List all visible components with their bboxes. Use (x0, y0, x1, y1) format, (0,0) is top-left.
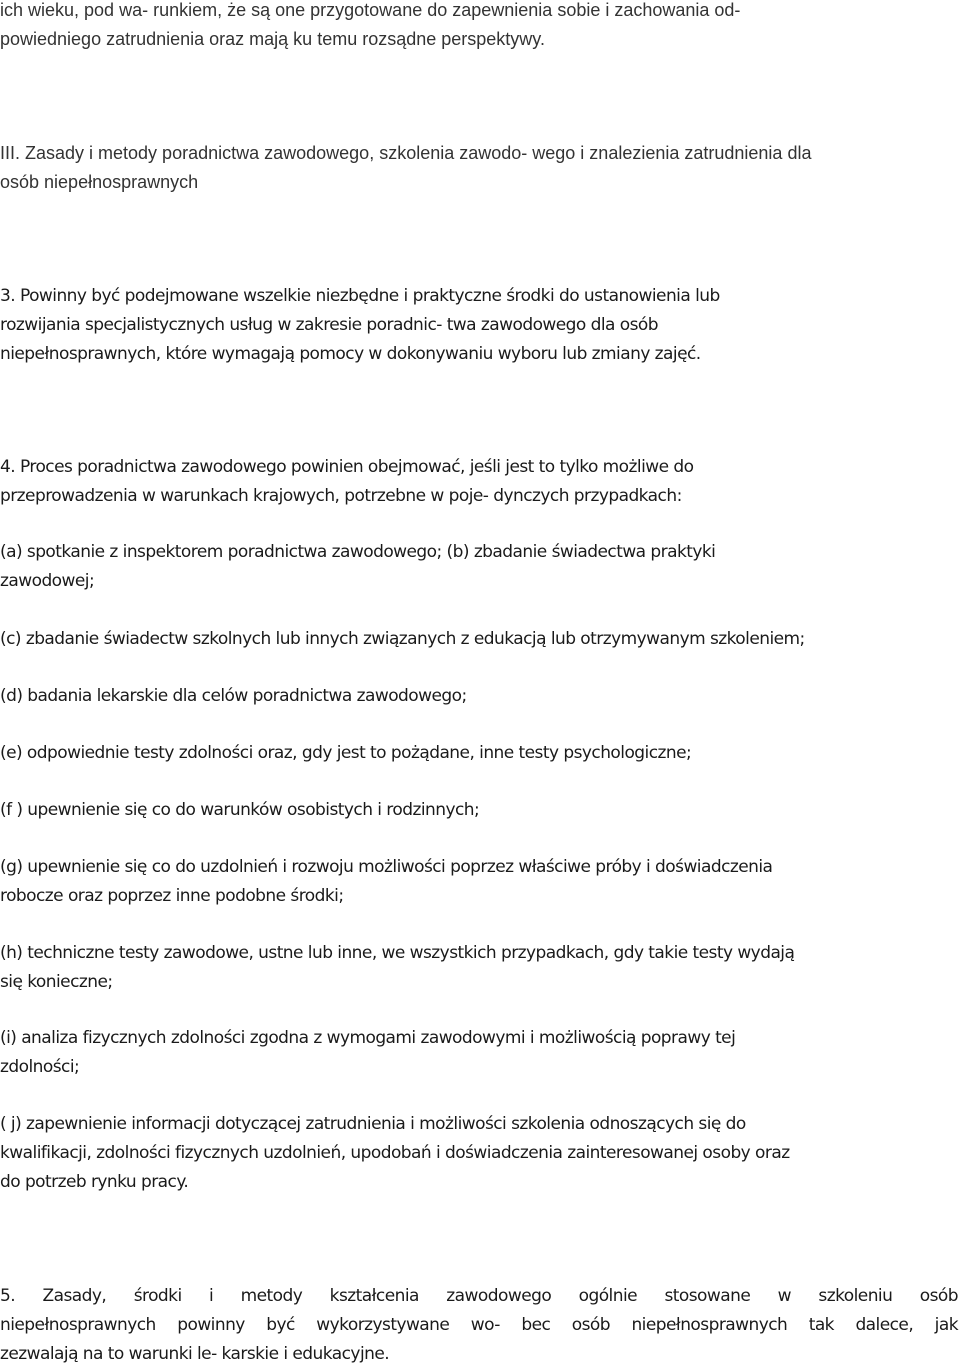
point-4-paragraph (0, 453, 958, 511)
text-line: (e) odpowiednie testy zdolności oraz, gdy jest to pożądane, inne testy psychologiczne; (0, 743, 692, 763)
text-line: ( j) zapewnienie informacji dotyczącej zatrudnienia i możliwości szkolenia odnoszących się do (0, 1114, 746, 1134)
text-line: przeprowadzenia w warunkach krajowych, potrzebne w poje- dynczych przypadkach: (0, 486, 682, 506)
text-line: (f ) upewnienie się co do warunków osobistych i rodzinnych; (0, 800, 480, 820)
item-a-b (0, 538, 958, 596)
item-i (0, 1024, 958, 1082)
text-line: (g) upewnienie się co do uzdolnień i rozwoju możliwości poprzez właściwe próby i doświadczenia (0, 857, 773, 877)
text-line: kwalifikacji, zdolności fizycznych uzdolnień, upodobań i doświadczenia zainteresowanej osoby oraz (0, 1143, 790, 1163)
item-h (0, 939, 958, 997)
text-line: (a) spotkanie z inspektorem poradnictwa zawodowego; (b) zbadanie świadectwa praktyki (0, 542, 716, 562)
text-line: niepełnosprawnych powinny być wykorzystywane wo- bec osób niepełnosprawnych tak dalece, jak (0, 1315, 958, 1335)
text-line: 3. Powinny być podejmowane wszelkie niezbędne i praktyczne środki do ustanowienia lub (0, 286, 720, 306)
text-line: do potrzeb rynku pracy. (0, 1172, 189, 1192)
intro-paragraph (0, 0, 958, 54)
item-c (0, 625, 958, 654)
item-g (0, 853, 958, 911)
point-3-paragraph (0, 282, 958, 369)
text-line: rozwijania specjalistycznych usług w zakresie poradnic- twa zawodowego dla osób (0, 315, 659, 335)
text-line: (c) zbadanie świadectw szkolnych lub innych związanych z edukacją lub otrzymywanym szkoleniem; (0, 629, 805, 649)
text-line: zdolności; (0, 1057, 80, 1077)
text-line: się konieczne; (0, 972, 113, 992)
text-line: robocze oraz poprzez inne podobne środki; (0, 886, 344, 906)
text-line: 5. Zasady, środki i metody kształcenia zawodowego ogólnie stosowane w szkoleniu osób (0, 1286, 958, 1306)
item-e (0, 739, 958, 768)
text-line: III. Zasady i metody poradnictwa zawodowego, szkolenia zawodo- wego i znalezienia zatrudnienia dla (0, 143, 812, 163)
item-f (0, 796, 958, 825)
point-5-paragraph (0, 1282, 958, 1369)
text-line: (i) analiza fizycznych zdolności zgodna z wymogami zawodowymi i możliwością poprawy tej (0, 1028, 736, 1048)
text-line: (d) badania lekarskie dla celów poradnictwa zawodowego; (0, 686, 467, 706)
item-j (0, 1110, 958, 1197)
text-line: powiedniego zatrudnienia oraz mają ku temu rozsądne perspektywy. (0, 29, 545, 49)
text-line: niepełnosprawnych, które wymagają pomocy w dokonywaniu wyboru lub zmiany zajęć. (0, 344, 701, 364)
text-line: ich wieku, pod wa- runkiem, że są one przygotowane do zapewnienia sobie i zachowania od- (0, 0, 741, 20)
text-line: (h) techniczne testy zawodowe, ustne lub inne, we wszystkich przypadkach, gdy takie testy wydają (0, 943, 795, 963)
text-line: osób niepełnosprawnych (0, 172, 199, 192)
section-heading (0, 139, 958, 197)
text-line: 4. Proces poradnictwa zawodowego powinien obejmować, jeśli jest to tylko możliwe do (0, 457, 694, 477)
item-d (0, 682, 958, 711)
text-line: zawodowej; (0, 571, 95, 591)
text-line: zezwalają na to warunki le- karskie i edukacyjne. (0, 1344, 390, 1364)
